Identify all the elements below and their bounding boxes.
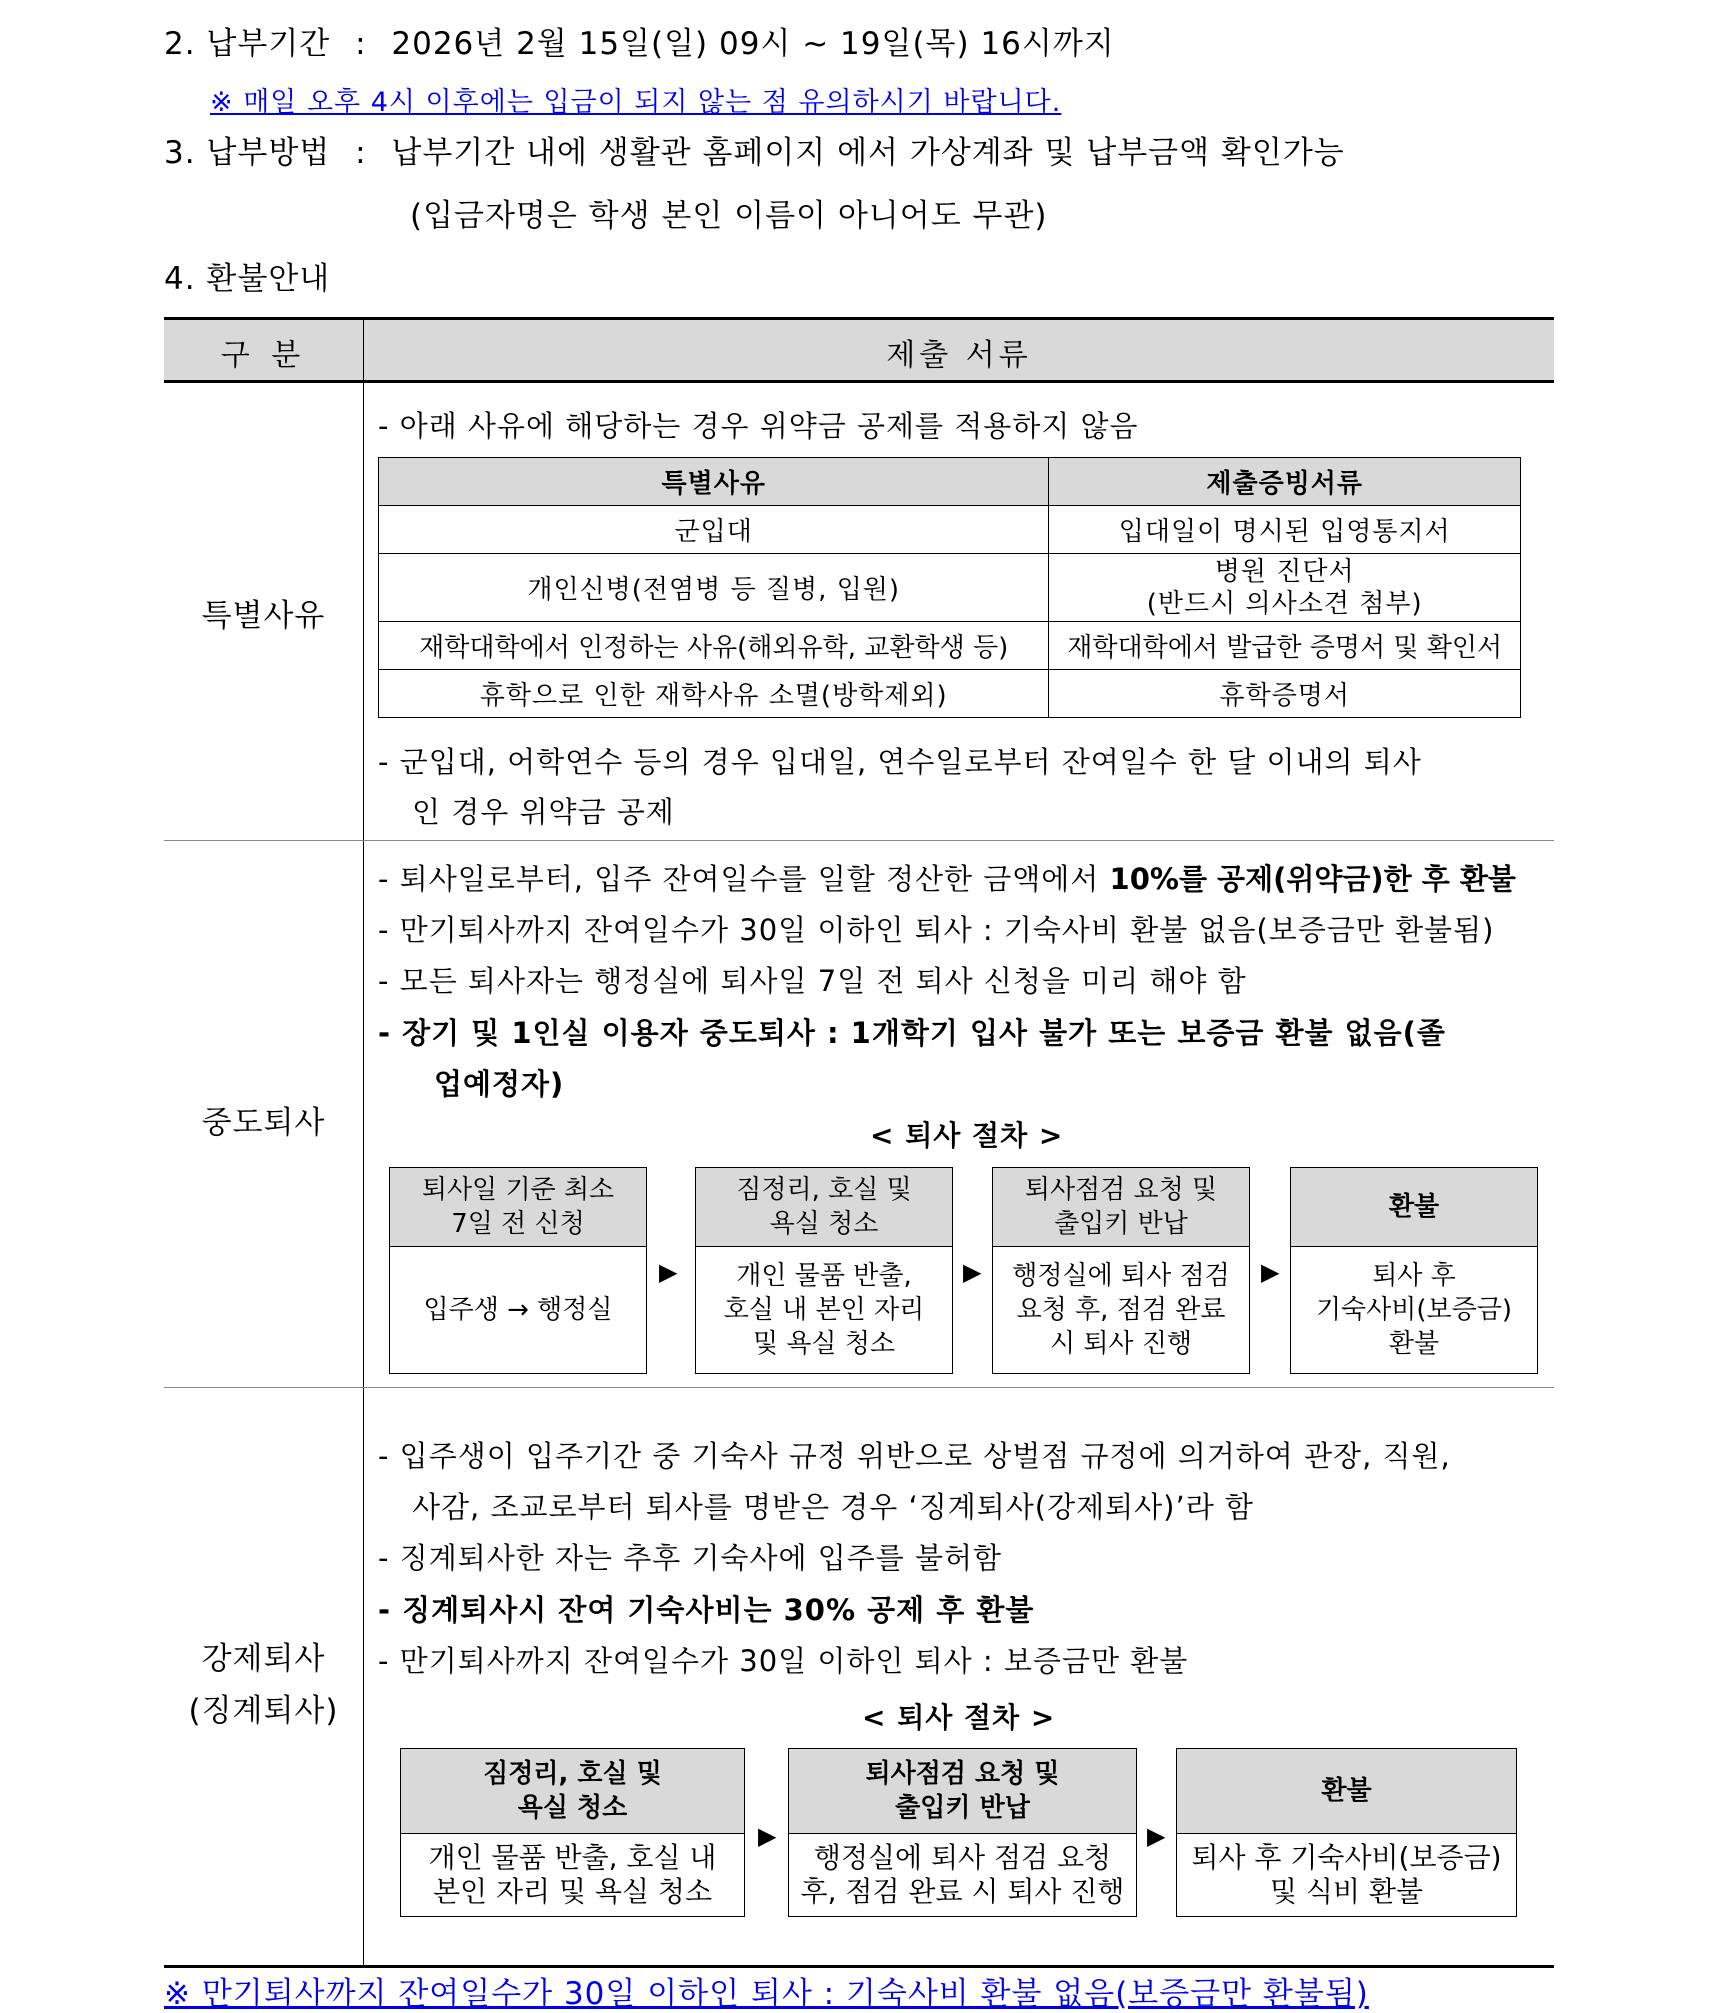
section-3 — [164, 127, 1345, 172]
special-header-reason: 특별사유 — [379, 458, 1049, 506]
special-docs-line2: (반드시 의사소견 첨부) — [1146, 588, 1423, 619]
table-row — [379, 622, 1521, 670]
step-body-line: 시 퇴사 진행 — [1049, 1329, 1193, 1359]
special-docs-cell: 재학대학에서 발급한 증명서 및 확인서 — [1049, 622, 1521, 670]
special-reasons-table — [378, 457, 1521, 718]
section-2 — [164, 18, 1115, 63]
special-docs-cell — [1049, 554, 1521, 622]
forced-line-1: - 입주생이 입주기간 중 기숙사 규정 위반으로 상벌점 규정에 의거하여 관장, 직원, — [378, 1439, 1451, 1473]
special-docs-line1: 병원 진단서 — [1214, 556, 1355, 587]
step-header — [993, 1168, 1249, 1247]
step-body-line: 기숙사비(보증금) — [1315, 1295, 1513, 1325]
section-4-title: 4. 환불안내 — [164, 261, 331, 297]
forced-line-4: - 징계퇴사시 잔여 기숙사비는 30% 공제 후 환불 — [378, 1593, 1035, 1627]
special-reason-cell: 개인신병(전염병 등 질병, 입원) — [379, 554, 1049, 622]
special-reason-cell: 군입대 — [379, 506, 1049, 554]
section-2-text: 2026년 2월 15일(일) 09시 ~ 19일(목) 16시까지 — [391, 26, 1115, 62]
step-body — [401, 1834, 744, 1916]
forced-step-2 — [788, 1748, 1137, 1917]
step-header-line: 7일 전 신청 — [451, 1209, 585, 1239]
step-header — [401, 1749, 744, 1834]
step-body — [1291, 1247, 1537, 1373]
arrow-right-icon: ▶ — [963, 1258, 982, 1286]
category-forced-sub: (징계퇴사) — [188, 1693, 339, 1729]
forced-line-2: 사감, 조교로부터 퇴사를 명받은 경우 ‘징계퇴사(강제퇴사)’라 함 — [412, 1490, 1254, 1524]
table-row — [379, 554, 1521, 622]
arrow-right-icon: ▶ — [1261, 1258, 1280, 1286]
arrow-right-icon: ▶ — [659, 1258, 678, 1286]
section-3-sep: : — [355, 135, 367, 171]
step-header-line: 출입키 반납 — [895, 1793, 1030, 1823]
step-body-line: 입주생 → 행정실 — [423, 1295, 613, 1325]
category-special: 특별사유 — [201, 598, 326, 634]
table-row — [379, 506, 1521, 554]
step-header-line: 퇴사일 기준 최소 — [421, 1175, 615, 1205]
step-body-line: 행정실에 퇴사 점검 요청 — [813, 1841, 1112, 1874]
arrow-right-icon: ▶ — [758, 1822, 777, 1850]
step-header — [789, 1749, 1136, 1834]
col1-header: 구 분 — [220, 338, 307, 373]
forced-line-3: - 징계퇴사한 자는 추후 기숙사에 입주를 불허함 — [378, 1541, 1003, 1575]
step-body-line: 및 욕실 청소 — [752, 1329, 896, 1359]
special-header-docs: 제출증빙서류 — [1049, 458, 1521, 506]
forced-procedure-title: < 퇴사 절차 > — [862, 1701, 1056, 1734]
midway-line-1b: 10%를 공제(위약금)한 후 환불 — [1109, 862, 1516, 896]
arrow-right-icon: ▶ — [1147, 1822, 1166, 1850]
table-row — [379, 670, 1521, 718]
step-header — [696, 1168, 952, 1247]
step-body-line: 본인 자리 및 욕실 청소 — [432, 1875, 713, 1908]
step-header-line: 퇴사점검 요청 및 — [865, 1759, 1060, 1789]
step-header — [1291, 1168, 1537, 1247]
section-3-title: 3. 납부방법 — [164, 135, 331, 171]
step-body — [993, 1247, 1249, 1373]
midway-procedure-title: < 퇴사 절차 > — [870, 1119, 1064, 1152]
special-docs-cell: 입대일이 명시된 입영통지서 — [1049, 506, 1521, 554]
forced-step-3 — [1176, 1748, 1517, 1917]
step-body — [1177, 1834, 1516, 1916]
step-body-line: 후, 점검 완료 시 퇴사 진행 — [800, 1875, 1125, 1908]
step-body — [696, 1247, 952, 1373]
step-body-line: 퇴사 후 기숙사비(보증금) — [1191, 1841, 1502, 1874]
step-header-line: 퇴사점검 요청 및 — [1024, 1175, 1218, 1205]
step-header-line: 환불 — [1388, 1192, 1440, 1222]
footer-note: ※ 만기퇴사까지 잔여일수가 30일 이하인 퇴사 : 기숙사비 환불 없음(보증금만 환불됨) — [164, 1976, 1369, 2012]
midway-line-1 — [378, 857, 1516, 898]
midway-step-3 — [992, 1167, 1250, 1374]
section-3-text2: (입금자명은 학생 본인 이름이 아니어도 무관) — [410, 198, 1048, 234]
table-column-divider — [363, 320, 364, 1965]
special-docs-cell: 휴학증명서 — [1049, 670, 1521, 718]
midway-step-1 — [389, 1167, 647, 1374]
section-3-text: 납부기간 내에 생활관 홈페이지 에서 가상계좌 및 납부금액 확인가능 — [391, 135, 1345, 171]
step-body-line: 호실 내 본인 자리 — [723, 1295, 925, 1325]
step-body-line: 개인 물품 반출, 호실 내 — [428, 1841, 717, 1874]
special-note-2: 인 경우 위약금 공제 — [412, 795, 675, 829]
step-header-line: 짐정리, 호실 및 — [483, 1759, 662, 1789]
step-header-line: 욕실 청소 — [517, 1793, 628, 1823]
special-table-header-row — [379, 458, 1521, 506]
midway-step-2 — [695, 1167, 953, 1374]
forced-line-5: - 만기퇴사까지 잔여일수가 30일 이하인 퇴사 : 보증금만 환불 — [378, 1644, 1189, 1678]
category-forced: 강제퇴사 — [201, 1641, 326, 1677]
section-2-title: 2. 납부기간 — [164, 26, 331, 62]
special-reason-cell: 재학대학에서 인정하는 사유(해외유학, 교환학생 등) — [379, 622, 1049, 670]
category-midway: 중도퇴사 — [201, 1105, 326, 1141]
step-body-line: 개인 물품 반출, — [736, 1261, 912, 1291]
step-header-line: 욕실 청소 — [769, 1209, 879, 1239]
payment-note: ※ 매일 오후 4시 이후에는 입금이 되지 않는 점 유의하시기 바랍니다. — [210, 87, 1062, 118]
step-body-line: 퇴사 후 — [1372, 1261, 1456, 1291]
section-2-sep: : — [355, 26, 367, 62]
step-header-line: 출입키 반납 — [1054, 1209, 1188, 1239]
row-divider-2 — [164, 1387, 1554, 1388]
forced-step-1 — [400, 1748, 745, 1917]
step-header-line: 환불 — [1321, 1776, 1372, 1806]
midway-line-5: 업예정자) — [434, 1067, 565, 1101]
midway-line-4: - 장기 및 1인실 이용자 중도퇴사 : 1개학기 입사 불가 또는 보증금 환불 없음(졸 — [378, 1016, 1446, 1050]
midway-step-4 — [1290, 1167, 1538, 1374]
step-body-line: 환불 — [1388, 1329, 1440, 1359]
step-header — [1177, 1749, 1516, 1834]
midway-line-3: - 모든 퇴사자는 행정실에 퇴사일 7일 전 퇴사 신청을 미리 해야 함 — [378, 964, 1247, 998]
step-body-line: 및 식비 환불 — [1269, 1875, 1424, 1908]
step-header — [390, 1168, 646, 1247]
special-note-1: - 군입대, 어학연수 등의 경우 입대일, 연수일로부터 잔여일수 한 달 이내의 퇴사 — [378, 745, 1422, 779]
special-reason-cell: 휴학으로 인한 재학사유 소멸(방학제외) — [379, 670, 1049, 718]
step-body-line: 요청 후, 점검 완료 — [1016, 1295, 1226, 1325]
midway-line-1a: - 퇴사일로부터, 입주 잔여일수를 일할 정산한 금액에서 — [378, 862, 1110, 896]
midway-line-2: - 만기퇴사까지 잔여일수가 30일 이하인 퇴사 : 기숙사비 환불 없음(보증금만 환불됨) — [378, 913, 1495, 947]
col2-header: 제출 서류 — [886, 338, 1032, 373]
step-body — [789, 1834, 1136, 1916]
table-header-rule — [164, 380, 1554, 383]
step-header-line: 짐정리, 호실 및 — [736, 1175, 912, 1205]
row-divider-1 — [164, 840, 1554, 841]
step-body-line: 행정실에 퇴사 점검 — [1012, 1261, 1230, 1291]
special-intro: - 아래 사유에 해당하는 경우 위약금 공제를 적용하지 않음 — [378, 409, 1139, 443]
step-body — [390, 1247, 646, 1373]
